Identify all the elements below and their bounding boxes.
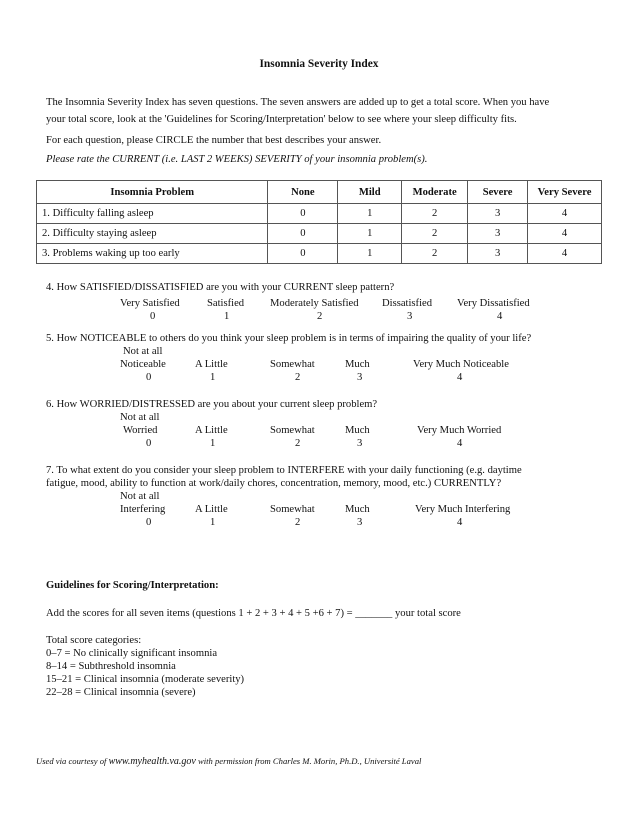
q7-option-label: Interfering [120,504,166,515]
question-7-line-1: 7. To what extent do you consider your sleep problem to INTERFERE with your daily functioning (e.g. daytime [46,465,522,476]
intro-line-2: your total score, look at the 'Guidelines for Scoring/Interpretation' below to see where your sleep difficulty fits. [46,114,517,125]
q6-score[interactable]: 0 [146,438,152,449]
category-item: 15–21 = Clinical insomnia (moderate severity) [46,674,245,685]
q5-option-top: Not at all [123,346,163,357]
question-7-line-2: fatigue, mood, ability to function at work/daily chores, concentration, memory, mood, etc.) CURRENTLY? [46,478,502,489]
q6-option-label: A Little [195,425,228,436]
table-header-row [37,181,602,204]
row-label: 2. Difficulty staying asleep [37,224,268,244]
q5-score[interactable]: 2 [295,372,301,383]
q4-option-label: Moderately Satisfied [270,298,359,309]
q5-option-label: Very Much Noticeable [413,359,509,370]
add-scores-line: Add the scores for all seven items (questions 1 + 2 + 3 + 4 + 5 +6 + 7) = _______ your total score [46,608,461,619]
question-5: 5. How NOTICEABLE to others do you think your sleep problem is in terms of impairing the quality of your life? [46,333,532,344]
header-severe: Severe [468,181,528,204]
q4-score[interactable]: 0 [150,311,156,322]
score-option[interactable]: 2 [402,204,468,224]
score-option[interactable]: 2 [402,224,468,244]
header-very-severe: Very Severe [528,181,602,204]
table-row [37,204,602,224]
question-4: 4. How SATISFIED/DISSATISFIED are you with your CURRENT sleep pattern? [46,282,395,293]
score-option[interactable]: 1 [338,224,402,244]
q5-option-label: Noticeable [120,359,166,370]
q4-option-label: Very Satisfied [120,298,180,309]
q7-option-label: Somewhat [270,504,315,515]
q6-score[interactable]: 2 [295,438,301,449]
intro-text [46,94,606,128]
q5-option-label: Somewhat [270,359,315,370]
q4-score[interactable]: 1 [224,311,230,322]
table-row [37,244,602,264]
q7-option-label: A Little [195,504,228,515]
row-label: 3. Problems waking up too early [37,244,268,264]
q4-option-label: Dissatisfied [382,298,433,309]
q4-score[interactable]: 2 [317,311,323,322]
q5-option-label: Much [345,359,370,370]
page-title: Insomnia Severity Index [259,58,379,70]
score-option[interactable]: 3 [468,224,528,244]
score-option[interactable]: 0 [268,204,338,224]
header-none: None [268,181,338,204]
q6-option-label: Much [345,425,370,436]
header-problem: Insomnia Problem [37,181,268,204]
q7-score[interactable]: 4 [457,517,463,528]
footer-credit [36,756,421,767]
q7-score[interactable]: 2 [295,517,301,528]
problem-severity-table [36,180,602,264]
q5-score[interactable]: 0 [146,372,152,383]
score-option[interactable]: 4 [528,204,602,224]
footer-site-link[interactable]: www.myhealth.va.gov [108,756,196,767]
row-label: 1. Difficulty falling asleep [37,204,268,224]
q7-option-label: Much [345,504,370,515]
score-option[interactable]: 0 [268,224,338,244]
q6-score[interactable]: 4 [457,438,463,449]
q7-option-label: Very Much Interfering [415,504,511,515]
q6-option-label: Very Much Worried [417,425,502,436]
rate-instruction: Please rate the CURRENT (i.e. LAST 2 WEEKS) SEVERITY of your insomnia problem(s). [46,154,428,165]
q4-score[interactable]: 3 [407,311,413,322]
question-6: 6. How WORRIED/DISTRESSED are you about your current sleep problem? [46,399,378,410]
score-option[interactable]: 4 [528,244,602,264]
score-option[interactable]: 0 [268,244,338,264]
score-option[interactable]: 1 [338,204,402,224]
q4-option-label: Satisfied [207,298,245,309]
instruction-text: For each question, please CIRCLE the number that best describes your answer. [46,135,382,146]
footer-suffix: with permission from Charles M. Morin, Ph.D., Université Laval [198,756,422,766]
q6-score[interactable]: 1 [210,438,216,449]
footer-prefix: Used via courtesy of [36,756,107,766]
category-item: 0–7 = No clinically significant insomnia [46,648,218,659]
score-option[interactable]: 4 [528,224,602,244]
q4-score[interactable]: 4 [497,311,503,322]
q5-option-label: A Little [195,359,228,370]
table-row [37,224,602,244]
q7-score[interactable]: 1 [210,517,216,528]
q6-option-label: Worried [123,425,158,436]
q6-option-top: Not at all [120,412,160,423]
q4-option-label: Very Dissatisfied [457,298,530,309]
q7-option-top: Not at all [120,491,160,502]
header-moderate: Moderate [402,181,468,204]
score-option[interactable]: 3 [468,204,528,224]
q5-score[interactable]: 1 [210,372,216,383]
categories-heading: Total score categories: [46,635,142,646]
q7-score[interactable]: 0 [146,517,152,528]
header-mild: Mild [338,181,402,204]
q6-score[interactable]: 3 [357,438,363,449]
score-option[interactable]: 2 [402,244,468,264]
category-item: 8–14 = Subthreshold insomnia [46,661,176,672]
category-item: 22–28 = Clinical insomnia (severe) [46,687,196,698]
q7-score[interactable]: 3 [357,517,363,528]
q5-score[interactable]: 4 [457,372,463,383]
score-option[interactable]: 1 [338,244,402,264]
score-option[interactable]: 3 [468,244,528,264]
intro-line-1: The Insomnia Severity Index has seven questions. The seven answers are added up to get a total score. When you have [46,97,550,108]
guidelines-heading: Guidelines for Scoring/Interpretation: [46,580,219,591]
q5-score[interactable]: 3 [357,372,363,383]
q6-option-label: Somewhat [270,425,315,436]
